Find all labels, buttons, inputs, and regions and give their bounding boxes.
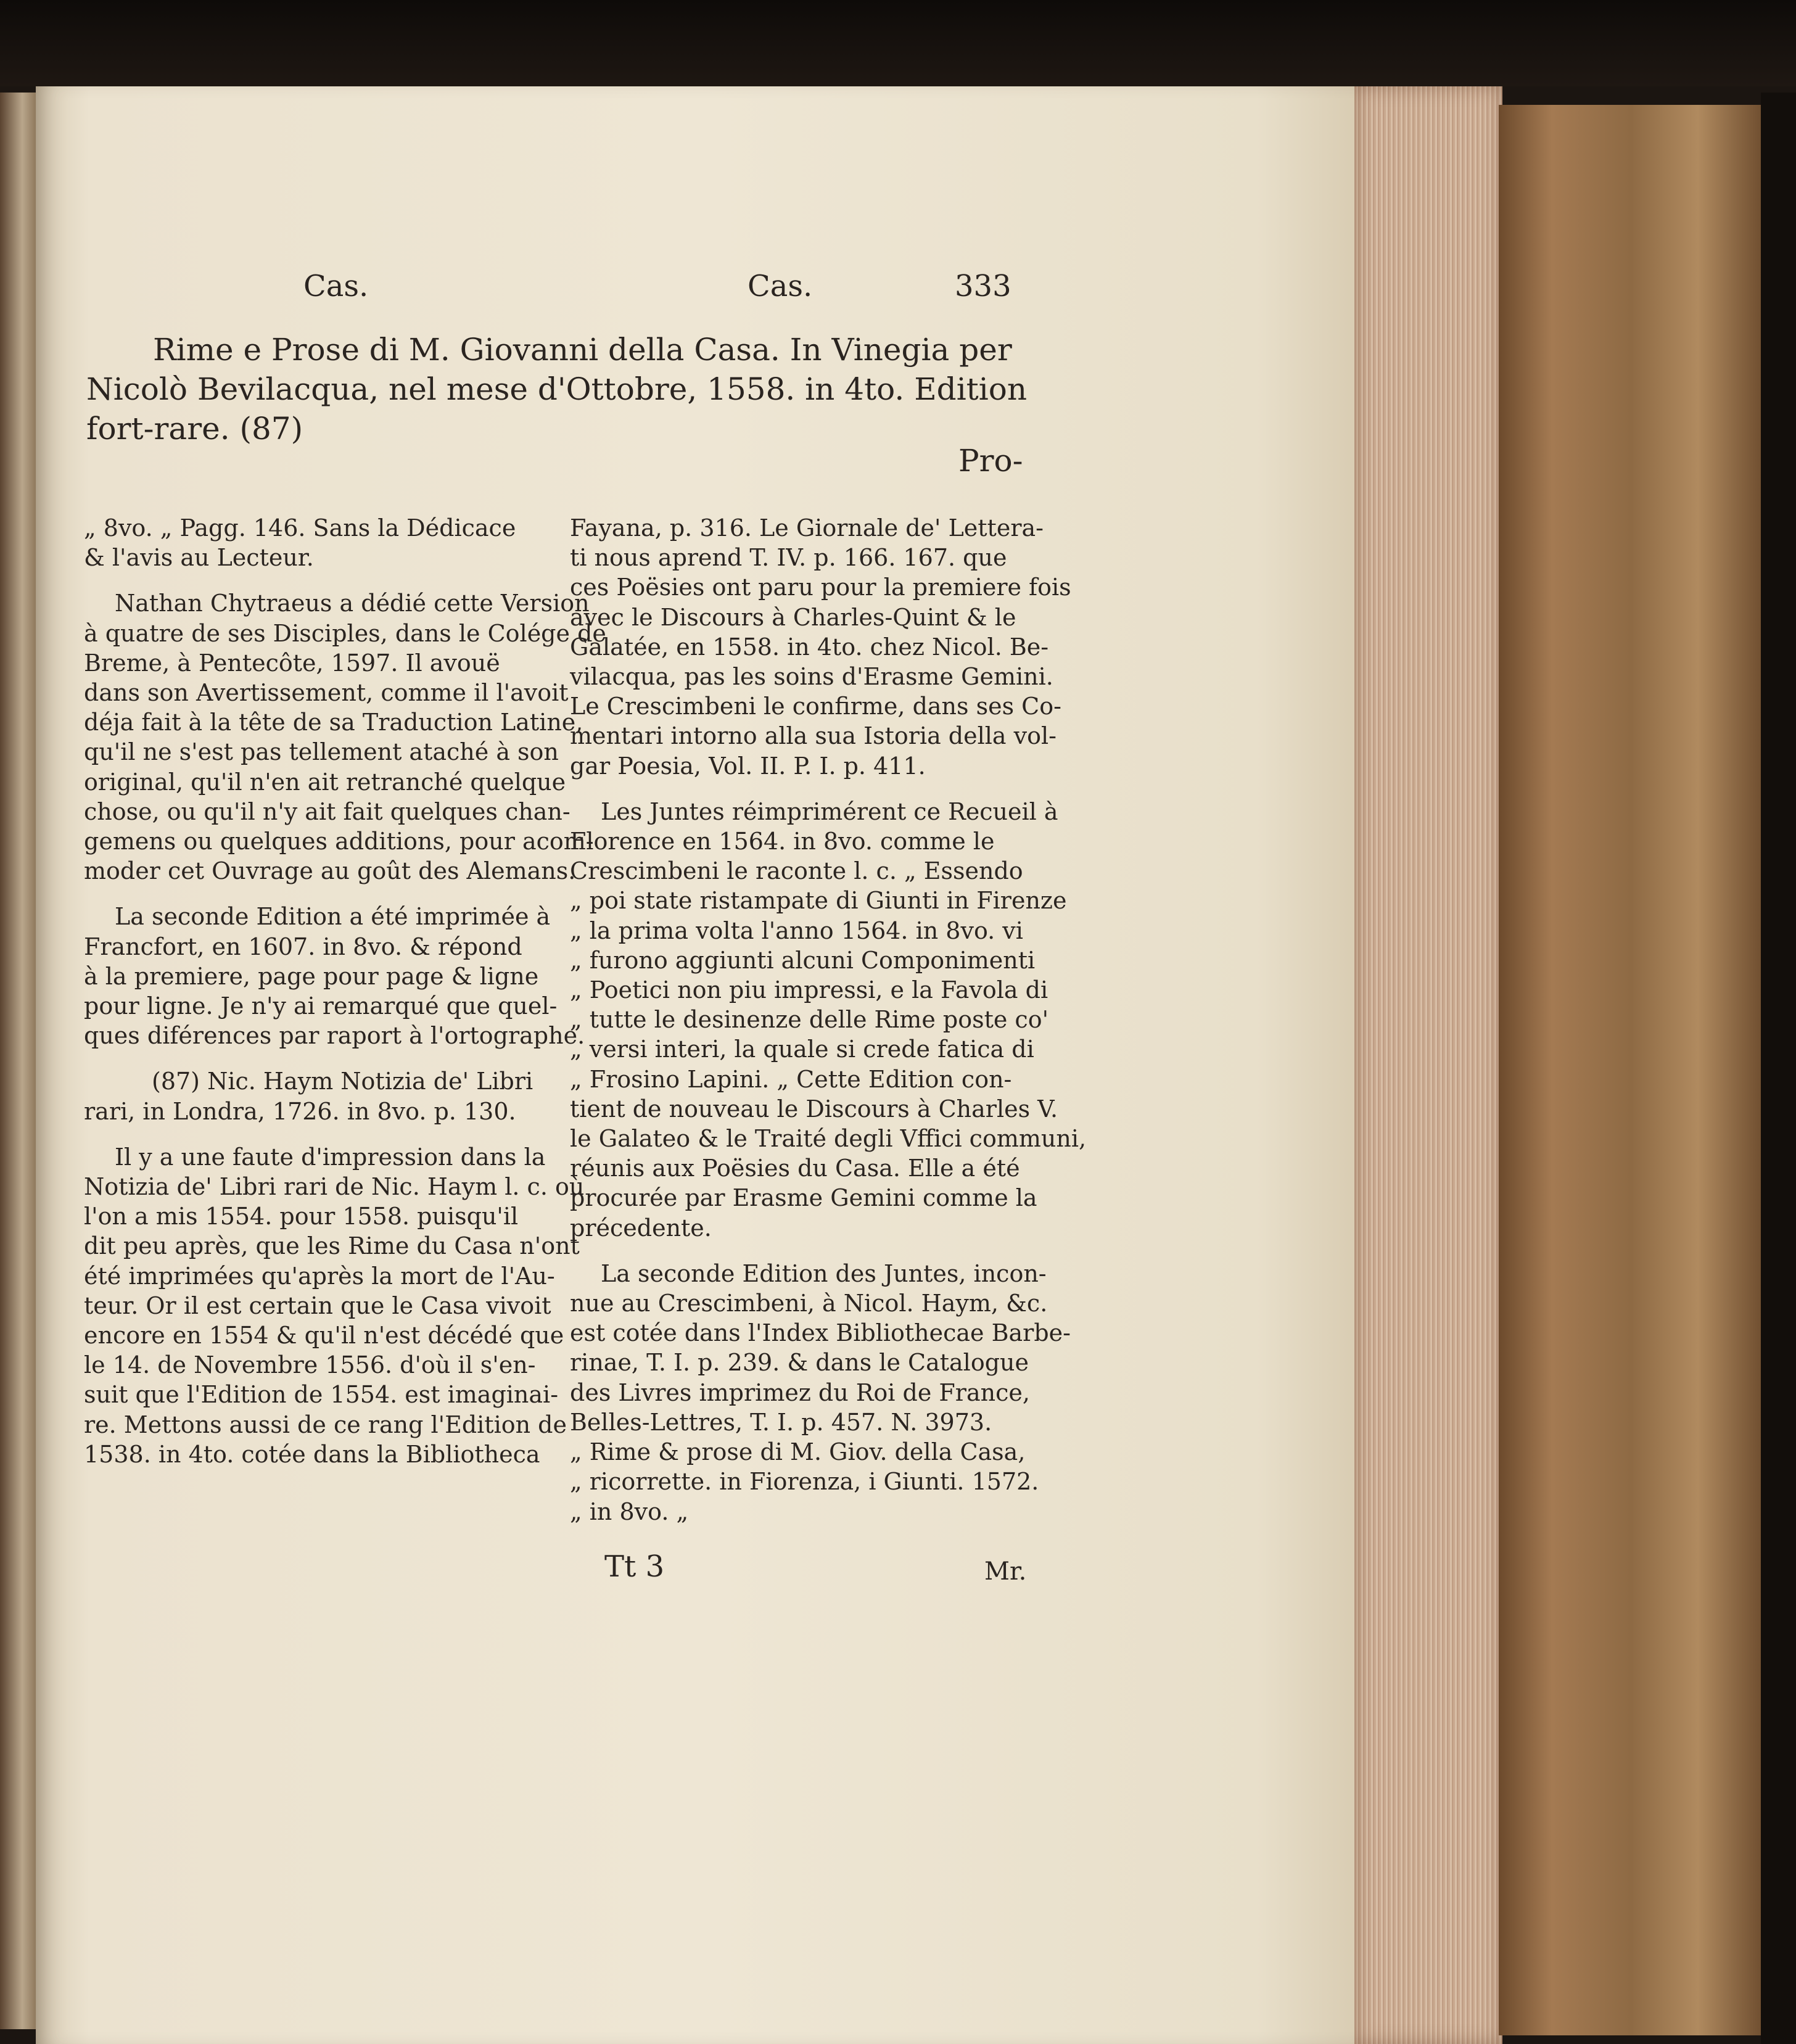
left-page-edge <box>0 93 37 2029</box>
left-paragraph-2: Nathan Chytraeus a dédié cette Version à quatre de ses Disciples, dans le Colége de Breme, à Pentecôte, 1597. Il avouë dans son Avertissement, comme il l'avoit déja fait à la tête de sa Traduction Latine, qu'il ne s'est pas tellement ataché à son original, qu'il n'en ait retranché quelque chose, ou qu'il n'y ait fait quelques chan- gemens ou quelques additions, pour acom- moder cet Ouvrage au goût des Alemans. <box>84 590 606 885</box>
catchword-bottom: Mr. <box>984 1557 1027 1586</box>
running-head-center: Cas. <box>748 269 813 303</box>
left-paragraph-3: La seconde Edition a été imprimée à Francfort, en 1607. in 8vo. & répond à la premiere, page pour page & ligne pour ligne. Je n'y ai remarqué que quel- ques diférences par raport à l'ortographe. <box>84 903 585 1050</box>
title-line-3: fort-rare. (87) <box>86 411 303 447</box>
title-line-1: Rime e Prose di M. Giovanni della Casa. In Vinegia per <box>153 332 1012 368</box>
running-head-left: Cas. <box>303 269 369 303</box>
background-right <box>1761 93 1796 2044</box>
footnote-87: (87) Nic. Haym Notizia de' Libri rari, in Londra, 1726. in 8vo. p. 130. <box>84 1068 533 1125</box>
left-paragraph-4: Il y a une faute d'impression dans la Notizia de' Libri rari de Nic. Haym l. c. où l'on a mis 1554. pour 1558. puisqu'il dit peu après, que les Rime du Casa n'ont été imprimées qu'après la mort de l'Au- teur. Or il est certain que le Casa vivoit encore en 1554 & qu'il n'est décédé que le 14. de Novembre 1556. d'où il s'en- suit que l'Edition de 1554. est imaginai- re. Mettons aussi de ce rang l'Edition de 1538. in 4to. cotée dans la Bibliotheca <box>84 1143 585 1468</box>
right-paragraph-1: Fayana, p. 316. Le Giornale de' Lettera- ti nous aprend T. IV. p. 166. 167. que ces Poësies ont paru pour la premiere fois avec le Discours à Charles-Quint & le Galatée, en 1558. in 4to. chez Nicol. Be- vilacqua, pas les soins d'Erasme Gemini. Le Crescimbeni le confirme, dans ses Co- mentari intorno alla sua Istoria della vol- gar Poesia, Vol. II. P. I. p. 411. <box>570 514 1071 780</box>
page-number: 333 <box>955 269 1011 303</box>
background-top <box>0 0 1796 86</box>
page-edges <box>1354 86 1502 2044</box>
right-paragraph-3: La seconde Edition des Juntes, incon- nue au Crescimbeni, à Nicol. Haym, &c. est cotée dans l'Index Bibliothecae Barbe- rinae, T. I. p. 239. & dans le Catalogue des Livres imprimez du Roi de France, Belles-Lettres, T. I. p. 457. N. 3973. „ Rime & prose di M. Giov. della Casa, „ ricorrette. in Fiorenza, i Giunti. 1572. „ in 8vo. „ <box>570 1259 1071 1525</box>
right-paragraph-2: Les Juntes réimprimérent ce Recueil à Florence en 1564. in 8vo. comme le Crescimbeni le raconte l. c. „ Essendo „ poi state ristampate di Giunti in Firenze „ la prima volta l'anno 1564. in 8vo. vi „ furono aggiunti alcuni Componimenti „ Poetici non piu impressi, e la Favola di „ tutte le desinenze delle Rime poste co' „ versi interi, la quale si crede fatica di „ Frosino Lapini. „ Cette Edition con- tient de nouveau le Discours à Charles V. le Galateo & le Traité degli Vffici communi, réunis aux Poësies du Casa. Elle a été procurée par Erasme Gemini comme la précedente. <box>570 797 1087 1242</box>
catchword-top: Pro- <box>958 443 1023 479</box>
right-column <box>570 513 1087 1543</box>
signature-mark: Tt 3 <box>604 1549 665 1584</box>
book-cover <box>1499 105 1764 2035</box>
left-paragraph-1: „ 8vo. „ Pagg. 146. Sans la Dédicace & l'avis au Lecteur. <box>84 514 516 572</box>
left-column <box>84 513 606 1485</box>
title-line-2: Nicolò Bevilacqua, nel mese d'Ottobre, 1558. in 4to. Edition <box>86 371 1028 407</box>
